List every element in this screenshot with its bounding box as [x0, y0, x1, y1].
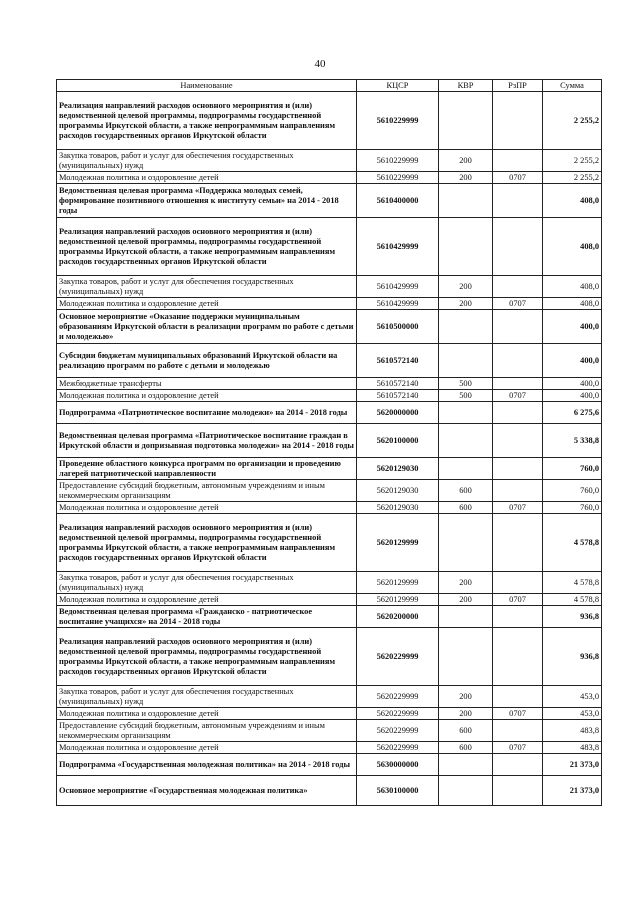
- cell-sum: 400,0: [543, 390, 602, 402]
- cell-code: 5620100000: [357, 424, 439, 458]
- cell-code: 5610229999: [357, 92, 439, 150]
- cell-rzpr: 0707: [493, 298, 543, 310]
- cell-name: Молодежная политика и оздоровление детей: [57, 594, 357, 606]
- cell-kvr: [439, 754, 493, 776]
- cell-sum: 483,8: [543, 742, 602, 754]
- cell-sum: 408,0: [543, 184, 602, 218]
- cell-code: 5620229999: [357, 742, 439, 754]
- table-row: [57, 754, 602, 776]
- cell-kvr: [439, 310, 493, 344]
- cell-sum: 453,0: [543, 686, 602, 708]
- cell-sum: 483,8: [543, 720, 602, 742]
- cell-code: 5610400000: [357, 184, 439, 218]
- cell-rzpr: [493, 276, 543, 298]
- cell-rzpr: [493, 606, 543, 628]
- cell-kvr: 600: [439, 720, 493, 742]
- cell-rzpr: [493, 686, 543, 708]
- cell-rzpr: [493, 776, 543, 806]
- cell-kvr: [439, 458, 493, 480]
- cell-name: Подпрограмма «Патриотическое воспитание молодежи» на 2014 - 2018 годы: [57, 402, 357, 424]
- cell-sum: 760,0: [543, 502, 602, 514]
- cell-sum: 408,0: [543, 218, 602, 276]
- cell-name: Подпрограмма «Государственная молодежная политика» на 2014 - 2018 годы: [57, 754, 357, 776]
- cell-kvr: [439, 776, 493, 806]
- header-code: КЦСР: [357, 80, 439, 92]
- cell-kvr: [439, 514, 493, 572]
- table-row: [57, 708, 602, 720]
- table-row: [57, 594, 602, 606]
- cell-name: Молодежная политика и оздоровление детей: [57, 172, 357, 184]
- table-row: [57, 298, 602, 310]
- cell-sum: 760,0: [543, 458, 602, 480]
- cell-code: 5610572140: [357, 378, 439, 390]
- cell-kvr: 200: [439, 572, 493, 594]
- cell-sum: 453,0: [543, 708, 602, 720]
- cell-rzpr: [493, 310, 543, 344]
- cell-rzpr: [493, 514, 543, 572]
- cell-rzpr: [493, 378, 543, 390]
- cell-rzpr: [493, 184, 543, 218]
- cell-code: 5620229999: [357, 720, 439, 742]
- table-row: [57, 742, 602, 754]
- cell-name: Предоставление субсидий бюджетным, автономным учреждениям и иным некоммерческим организациям: [57, 720, 357, 742]
- cell-code: 5620229999: [357, 708, 439, 720]
- cell-kvr: 200: [439, 172, 493, 184]
- table-row: [57, 184, 602, 218]
- cell-name: Молодежная политика и оздоровление детей: [57, 708, 357, 720]
- cell-name: Реализация направлений расходов основного мероприятия и (или) ведомственной целевой программы, подпрограммы государственной программы Иркутской области, а также непрограммным направлениям расходов государственных органов Иркутской области: [57, 92, 357, 150]
- cell-rzpr: 0707: [493, 502, 543, 514]
- cell-kvr: [439, 628, 493, 686]
- cell-name: Закупка товаров, работ и услуг для обеспечения государственных (муниципальных) нужд: [57, 276, 357, 298]
- cell-kvr: [439, 184, 493, 218]
- cell-code: 5610572140: [357, 390, 439, 402]
- cell-code: 5620129030: [357, 502, 439, 514]
- cell-kvr: 200: [439, 708, 493, 720]
- cell-kvr: [439, 344, 493, 378]
- table-row: [57, 218, 602, 276]
- cell-kvr: 600: [439, 502, 493, 514]
- cell-kvr: [439, 424, 493, 458]
- cell-name: Проведение областного конкурса программ по организации и проведению лагерей патриотической направленности: [57, 458, 357, 480]
- table-row: [57, 310, 602, 344]
- header-name: Наименование: [57, 80, 357, 92]
- cell-name: Закупка товаров, работ и услуг для обеспечения государственных (муниципальных) нужд: [57, 686, 357, 708]
- cell-kvr: 200: [439, 276, 493, 298]
- cell-code: 5620229999: [357, 686, 439, 708]
- cell-name: Основное мероприятие «Государственная молодежная политика»: [57, 776, 357, 806]
- cell-kvr: 600: [439, 742, 493, 754]
- cell-code: 5610572140: [357, 344, 439, 378]
- cell-code: 5620129999: [357, 514, 439, 572]
- cell-code: 5620129030: [357, 480, 439, 502]
- cell-code: 5620229999: [357, 628, 439, 686]
- cell-name: Реализация направлений расходов основного мероприятия и (или) ведомственной целевой программы, подпрограммы государственной программы Иркутской области, а также непрограммным направлениям расходов государственных органов Иркутской области: [57, 218, 357, 276]
- cell-sum: 5 338,8: [543, 424, 602, 458]
- cell-kvr: [439, 402, 493, 424]
- table-header-row: [57, 80, 602, 92]
- table-row: [57, 150, 602, 172]
- cell-rzpr: 0707: [493, 172, 543, 184]
- table-row: [57, 606, 602, 628]
- table-row: [57, 572, 602, 594]
- cell-rzpr: [493, 572, 543, 594]
- table-row: [57, 458, 602, 480]
- cell-sum: 4 578,8: [543, 572, 602, 594]
- header-rzpr: РзПР: [493, 80, 543, 92]
- cell-rzpr: [493, 92, 543, 150]
- cell-name: Молодежная политика и оздоровление детей: [57, 390, 357, 402]
- cell-sum: 4 578,8: [543, 594, 602, 606]
- cell-code: 5610229999: [357, 172, 439, 184]
- cell-rzpr: [493, 218, 543, 276]
- cell-code: 5610429999: [357, 276, 439, 298]
- cell-code: 5620200000: [357, 606, 439, 628]
- cell-name: Реализация направлений расходов основного мероприятия и (или) ведомственной целевой программы, подпрограммы государственной программы Иркутской области, а также непрограммным направлениям расходов государственных органов Иркутской области: [57, 514, 357, 572]
- cell-sum: 760,0: [543, 480, 602, 502]
- cell-rzpr: 0707: [493, 742, 543, 754]
- cell-sum: 400,0: [543, 378, 602, 390]
- cell-sum: 400,0: [543, 310, 602, 344]
- table-row: [57, 92, 602, 150]
- cell-name: Закупка товаров, работ и услуг для обеспечения государственных (муниципальных) нужд: [57, 572, 357, 594]
- table-row: [57, 378, 602, 390]
- cell-name: Молодежная политика и оздоровление детей: [57, 742, 357, 754]
- cell-rzpr: [493, 424, 543, 458]
- budget-table: [56, 79, 602, 806]
- cell-name: Межбюджетные трансферты: [57, 378, 357, 390]
- cell-rzpr: 0707: [493, 594, 543, 606]
- cell-code: 5610429999: [357, 218, 439, 276]
- cell-sum: 936,8: [543, 628, 602, 686]
- header-kvr: КВР: [439, 80, 493, 92]
- header-sum: Сумма: [543, 80, 602, 92]
- table-row: [57, 172, 602, 184]
- cell-kvr: 200: [439, 594, 493, 606]
- cell-name: Молодежная политика и оздоровление детей: [57, 502, 357, 514]
- table-row: [57, 628, 602, 686]
- cell-kvr: [439, 92, 493, 150]
- cell-code: 5620000000: [357, 402, 439, 424]
- cell-name: Субсидии бюджетам муниципальных образований Иркутской области на реализацию программ по работе с детьми и молодежью: [57, 344, 357, 378]
- table-row: [57, 686, 602, 708]
- cell-sum: 936,8: [543, 606, 602, 628]
- cell-name: Основное мероприятие «Оказание поддержки муниципальным образованиям Иркутской области в реализации программ по работе с детьми и молодежью»: [57, 310, 357, 344]
- table-row: [57, 480, 602, 502]
- table-row: [57, 424, 602, 458]
- cell-rzpr: 0707: [493, 390, 543, 402]
- cell-rzpr: [493, 150, 543, 172]
- cell-code: 5610500000: [357, 310, 439, 344]
- table-body: [57, 92, 602, 806]
- cell-rzpr: [493, 720, 543, 742]
- cell-rzpr: [493, 480, 543, 502]
- cell-code: 5630000000: [357, 754, 439, 776]
- cell-name: Предоставление субсидий бюджетным, автономным учреждениям и иным некоммерческим организациям: [57, 480, 357, 502]
- cell-code: 5610229999: [357, 150, 439, 172]
- cell-name: Ведомственная целевая программа «Поддержка молодых семей, формирование позитивного отношения к институту семьи» на 2014 - 2018 годы: [57, 184, 357, 218]
- cell-rzpr: [493, 754, 543, 776]
- table-row: [57, 720, 602, 742]
- cell-rzpr: 0707: [493, 708, 543, 720]
- table-row: [57, 502, 602, 514]
- cell-kvr: 600: [439, 480, 493, 502]
- page-number: 40: [314, 58, 326, 70]
- table-row: [57, 776, 602, 806]
- table-row: [57, 514, 602, 572]
- cell-name: Ведомственная целевая программа «Гражданско - патриотическое воспитание учащихся» на 2014 - 2018 годы: [57, 606, 357, 628]
- cell-name: Закупка товаров, работ и услуг для обеспечения государственных (муниципальных) нужд: [57, 150, 357, 172]
- cell-sum: 2 255,2: [543, 150, 602, 172]
- table-row: [57, 276, 602, 298]
- cell-sum: 6 275,6: [543, 402, 602, 424]
- cell-sum: 408,0: [543, 298, 602, 310]
- cell-sum: 21 373,0: [543, 776, 602, 806]
- cell-sum: 2 255,2: [543, 92, 602, 150]
- cell-kvr: 500: [439, 378, 493, 390]
- cell-name: Молодежная политика и оздоровление детей: [57, 298, 357, 310]
- cell-code: 5620129999: [357, 572, 439, 594]
- cell-kvr: 200: [439, 150, 493, 172]
- cell-code: 5620129999: [357, 594, 439, 606]
- cell-name: Ведомственная целевая программа «Патриотическое воспитание граждан в Иркутской области и допризывная подготовка молодежи» на 2014 - 2018 годы: [57, 424, 357, 458]
- cell-sum: 400,0: [543, 344, 602, 378]
- table-row: [57, 390, 602, 402]
- cell-code: 5610429999: [357, 298, 439, 310]
- cell-sum: 21 373,0: [543, 754, 602, 776]
- cell-code: 5630100000: [357, 776, 439, 806]
- cell-sum: 4 578,8: [543, 514, 602, 572]
- cell-rzpr: [493, 344, 543, 378]
- cell-kvr: 200: [439, 686, 493, 708]
- cell-rzpr: [493, 458, 543, 480]
- cell-kvr: [439, 606, 493, 628]
- cell-kvr: 500: [439, 390, 493, 402]
- cell-rzpr: [493, 628, 543, 686]
- cell-kvr: 200: [439, 298, 493, 310]
- cell-sum: 408,0: [543, 276, 602, 298]
- cell-kvr: [439, 218, 493, 276]
- cell-code: 5620129030: [357, 458, 439, 480]
- cell-rzpr: [493, 402, 543, 424]
- table-row: [57, 402, 602, 424]
- cell-sum: 2 255,2: [543, 172, 602, 184]
- cell-name: Реализация направлений расходов основного мероприятия и (или) ведомственной целевой программы, подпрограммы государственной программы Иркутской области, а также непрограммным направлениям расходов государственных органов Иркутской области: [57, 628, 357, 686]
- table-row: [57, 344, 602, 378]
